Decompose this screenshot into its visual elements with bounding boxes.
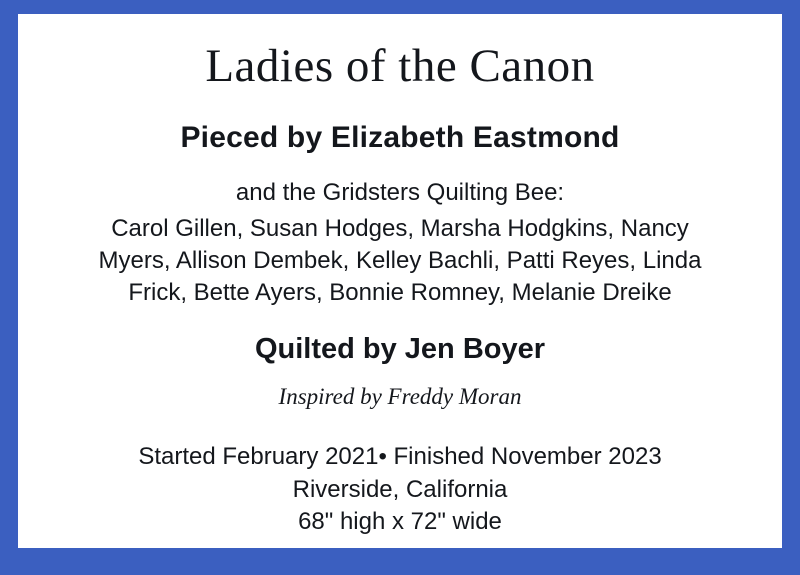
page-title: Ladies of the Canon (205, 40, 595, 92)
member-list-line-2: Myers, Allison Dembek, Kelley Bachli, Patti Reyes, Linda (98, 247, 702, 275)
inspired-by-line: Inspired by Freddy Moran (278, 384, 522, 410)
bee-intro-line: and the Gridsters Quilting Bee: (235, 179, 565, 207)
quilted-by-line: Quilted by Jen Boyer (254, 333, 546, 366)
member-list-line-1: Carol Gillen, Susan Hodges, Marsha Hodgkins, Nancy (111, 215, 689, 243)
member-list-line-3: Frick, Bette Ayers, Bonnie Romney, Melanie Dreike (128, 279, 672, 307)
member-list (50, 213, 750, 309)
dates-line: Started February 2021• Finished November 2023 (138, 443, 662, 471)
quilt-label-card (18, 14, 782, 548)
dimensions-line: 68" high x 72" wide (298, 508, 502, 536)
location-line: Riverside, California (292, 475, 508, 503)
production-details (138, 440, 661, 538)
pieced-by-line: Pieced by Elizabeth Eastmond (180, 121, 620, 155)
